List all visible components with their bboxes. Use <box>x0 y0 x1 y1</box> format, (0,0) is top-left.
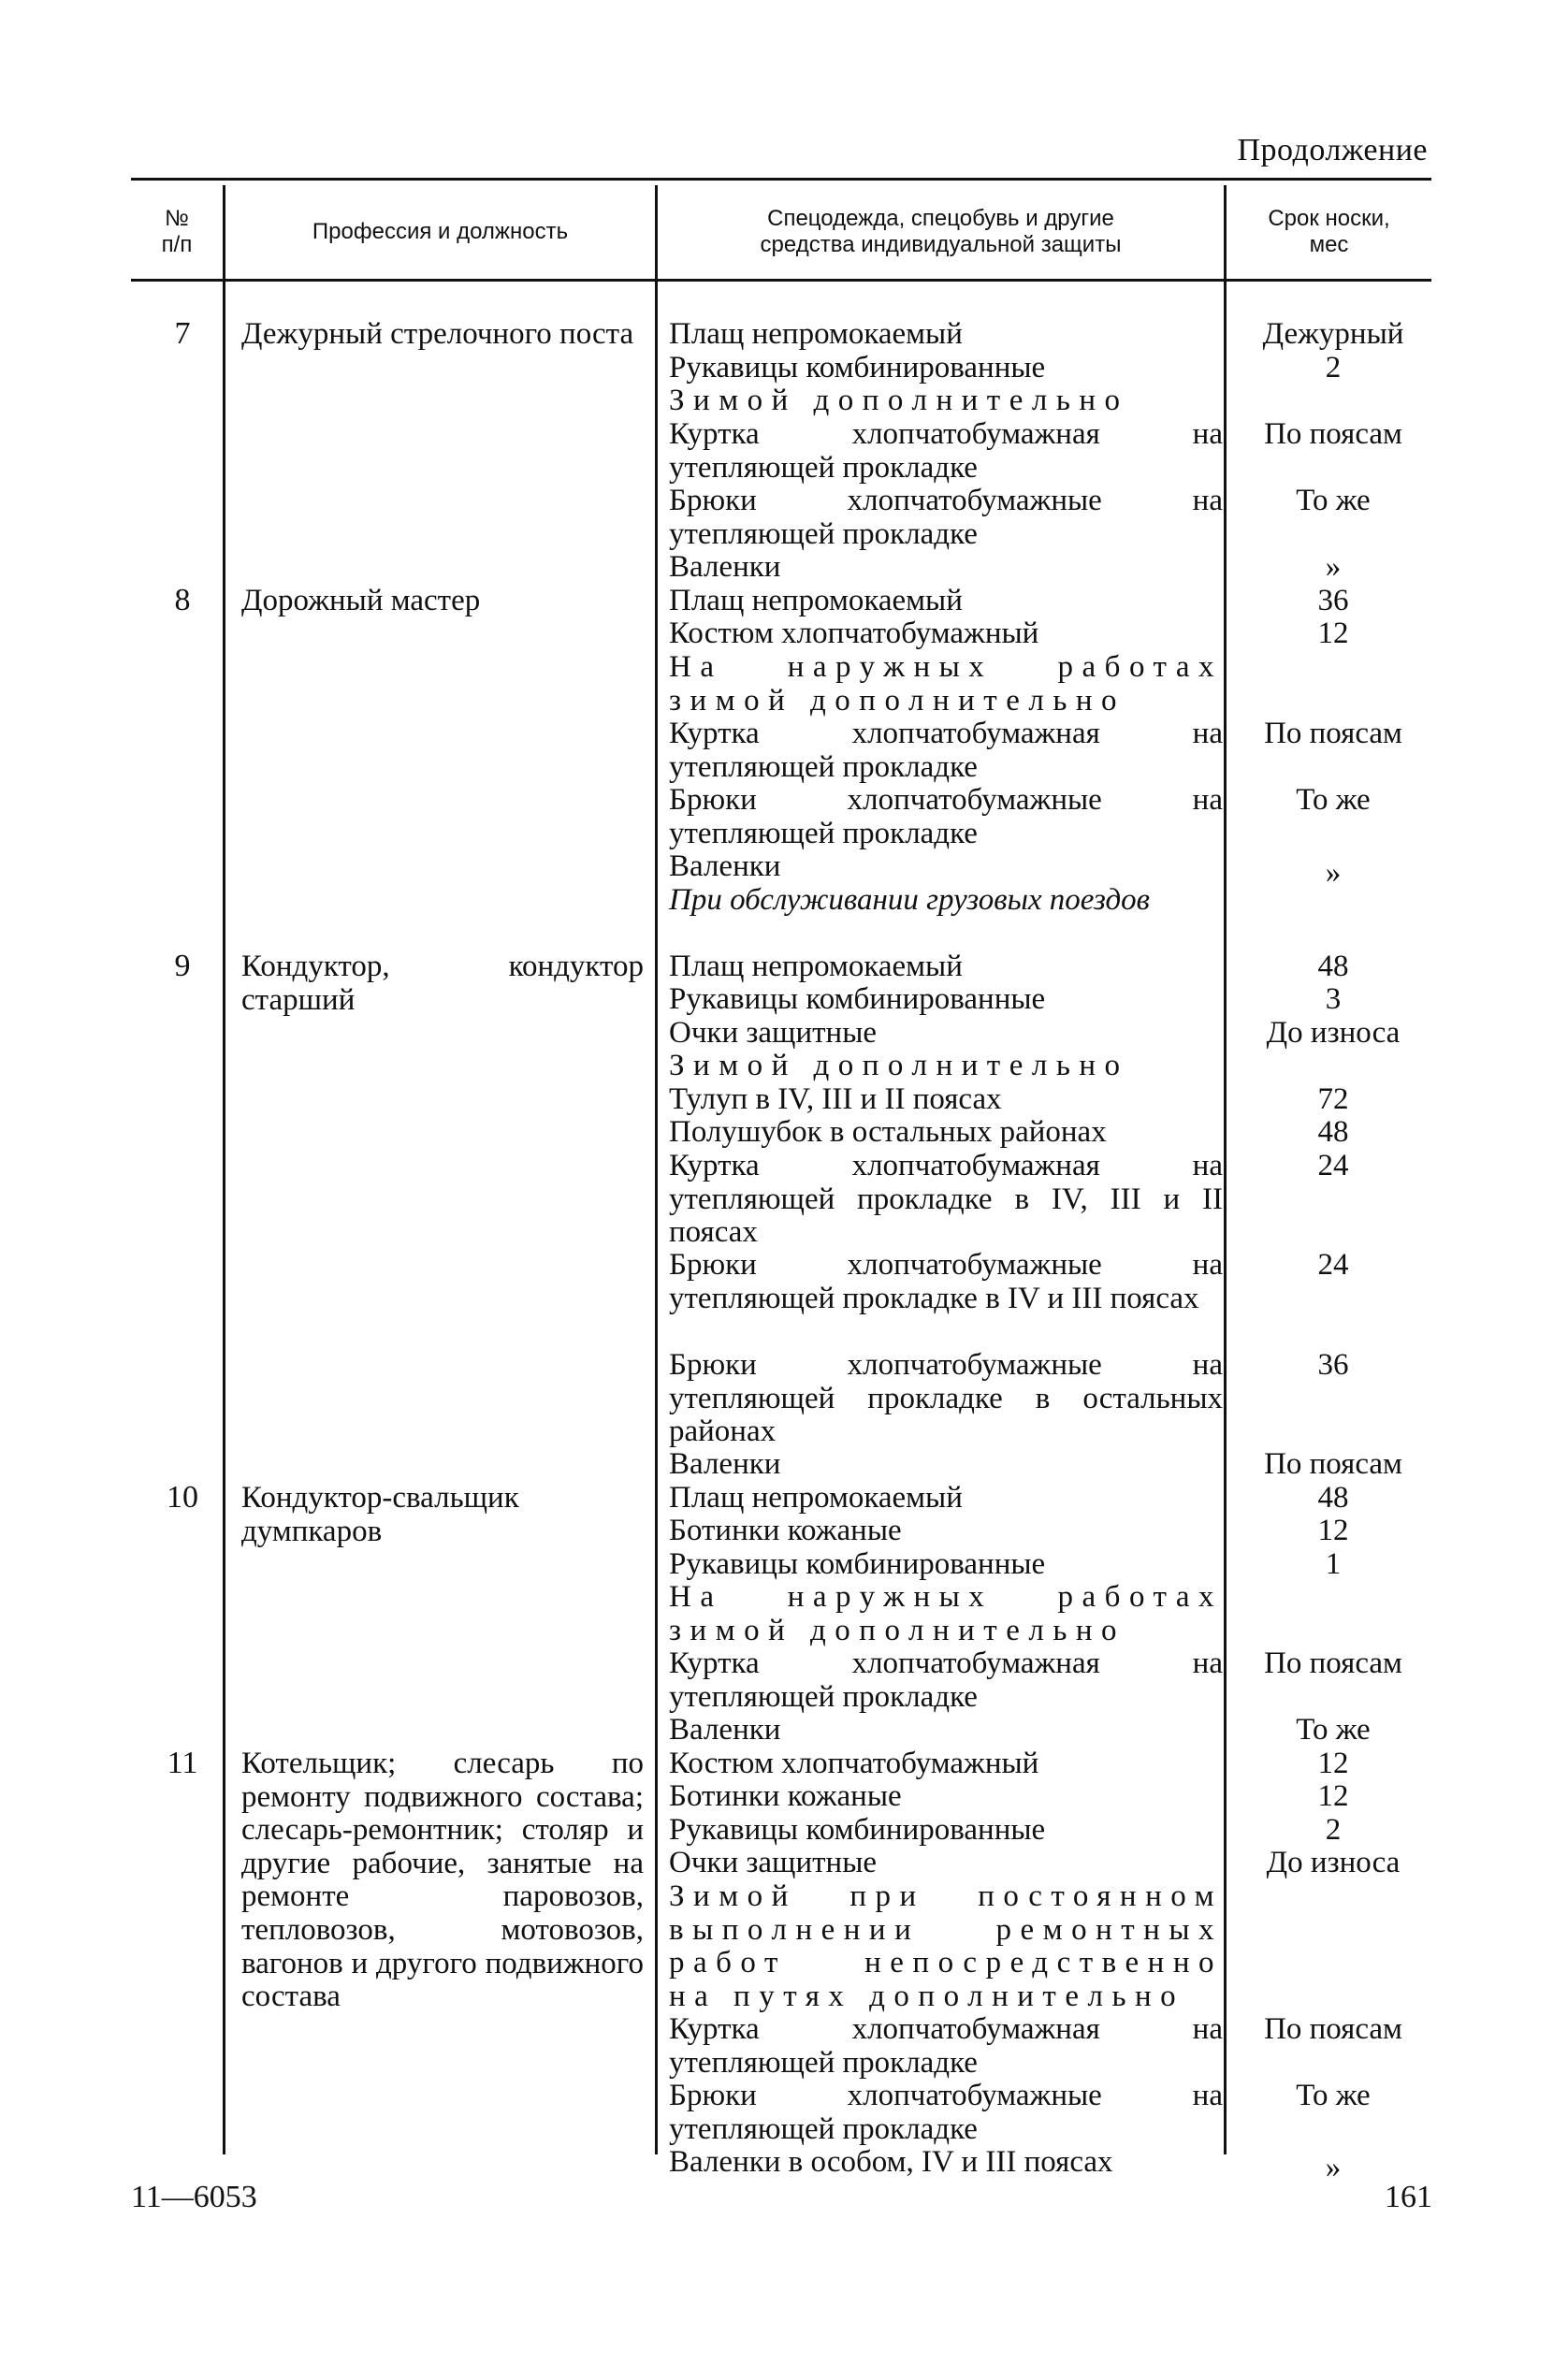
profession-cell <box>241 318 644 352</box>
term-cell: По поясам <box>1264 717 1402 750</box>
equipment-item <box>669 318 1223 352</box>
column-separator-3 <box>1224 185 1227 2154</box>
item-text: Валенки <box>669 1713 781 1747</box>
item-text: Плащ непромокаемый <box>669 950 963 983</box>
term-cell: То же <box>1296 484 1371 517</box>
term-cell: 12 <box>1317 616 1349 650</box>
profession-text: Котельщик; слесарь по ремонту подвижного состава; слесарь-ремонтник; столяр и другие рабочие, занятые на ремонте паровозов, тепловозов, мотовозов, вагонов и другого подвижного состава <box>241 1747 644 2014</box>
profession-text: Дорожный мастер <box>241 584 481 617</box>
equipment-item <box>669 352 1223 385</box>
term-cell: По поясам <box>1264 417 1402 451</box>
item-text: Рукавицы комбинированные <box>669 351 1046 384</box>
equipment-item <box>669 1515 1223 1548</box>
item-text: Очки защитные <box>669 1846 878 1879</box>
term-cell: 1 <box>1325 1547 1342 1581</box>
term-cell: 12 <box>1317 1747 1349 1780</box>
row-num: 11 <box>167 1746 198 1780</box>
equipment-item <box>669 1017 1223 1051</box>
term-cell: » <box>1325 550 1342 584</box>
item-text: Валенки <box>669 1447 781 1481</box>
item-text: На наружных работах зимой дополнительно <box>669 1580 1223 1647</box>
profession-text: Дежурный стрелочного поста <box>241 317 634 351</box>
equipment-item <box>669 418 1223 485</box>
item-text: Костюм хлопчатобумажный <box>669 1747 1039 1780</box>
term-cell: До износа <box>1266 1846 1401 1879</box>
item-text: Куртка хлопчатобумажная на утепляющей прокладке в IV, III и II поясах <box>669 1149 1223 1250</box>
term-cell: 3 <box>1325 982 1342 1016</box>
item-text: Брюки хлопчатобумажные на утепляющей прокладке в IV и III поясах <box>669 1248 1223 1315</box>
header-bottom-rule <box>131 279 1431 282</box>
equipment-item <box>669 1150 1223 1250</box>
term-cell: 2 <box>1325 1813 1342 1847</box>
item-text: Брюки хлопчатобумажные на утепляющей прокладке <box>669 783 1223 850</box>
equipment-subheading <box>669 1880 1223 2013</box>
term-cell: То же <box>1296 2079 1371 2112</box>
term-cell: По поясам <box>1264 1646 1402 1680</box>
item-text: Куртка хлопчатобумажная на утепляющей прокладке <box>669 717 1223 784</box>
equipment-subheading <box>669 1050 1223 1083</box>
item-text: Куртка хлопчатобумажная на утепляющей прокладке <box>669 417 1223 485</box>
equipment-item <box>669 1814 1223 1848</box>
item-text: Брюки хлопчатобумажные на утепляющей прокладке в остальных районах <box>669 1348 1223 1449</box>
item-text: Ботинки кожаные <box>669 1514 902 1547</box>
profession-cell <box>241 1748 644 2014</box>
row-num: 8 <box>174 583 191 617</box>
item-text: Рукавицы комбинированные <box>669 1547 1046 1581</box>
equipment-item <box>669 784 1223 850</box>
item-text: Полушубок в остальных районах <box>669 1115 1107 1149</box>
term-cell: Дежурный <box>1262 317 1404 351</box>
header-num: № п/п <box>161 205 193 257</box>
equipment-item <box>669 2080 1223 2146</box>
term-cell: 72 <box>1317 1082 1349 1116</box>
equipment-item <box>669 1780 1223 1814</box>
item-text: Рукавицы комбинированные <box>669 982 1046 1016</box>
profession-cell <box>241 950 644 1017</box>
equipment-item <box>669 1847 1223 1880</box>
equipment-item <box>669 1448 1223 1482</box>
item-text: Валенки в особом, IV и III поясах <box>669 2145 1113 2179</box>
term-cell: 36 <box>1317 1348 1349 1382</box>
header-equipment: Спецодежда, спецобувь и другие средства индивидуальной защиты <box>760 205 1122 257</box>
item-text: Зимой дополнительно <box>669 384 1129 417</box>
equipment-subheading <box>669 884 1223 918</box>
equipment-item <box>669 1714 1223 1748</box>
equipment-item <box>669 1249 1223 1315</box>
term-cell: » <box>1325 856 1342 890</box>
equipment-item <box>669 485 1223 551</box>
term-cell: То же <box>1296 783 1371 817</box>
term-cell: То же <box>1296 1713 1371 1747</box>
item-text: Валенки <box>669 849 781 883</box>
equipment-item <box>669 1647 1223 1714</box>
term-cell: 2 <box>1325 351 1342 384</box>
equipment-item <box>669 617 1223 651</box>
term-cell: 48 <box>1317 1115 1349 1149</box>
profession-cell <box>241 585 644 618</box>
term-cell: 12 <box>1317 1514 1349 1547</box>
printer-signature: 11—6053 <box>131 2180 257 2214</box>
page-number: 161 <box>1385 2180 1432 2214</box>
equipment-item <box>669 983 1223 1017</box>
equipment-item <box>669 1083 1223 1117</box>
item-text: Зимой при постоянном выполнении ремонтных работ непосредственно на путях дополнительно <box>669 1879 1223 2013</box>
term-cell: 48 <box>1317 1481 1349 1515</box>
header-term: Срок носки, мес <box>1268 205 1390 257</box>
equipment-item <box>669 950 1223 984</box>
equipment-item <box>669 1349 1223 1449</box>
item-text: При обслуживании грузовых поездов <box>669 883 1150 917</box>
equipment-subheading <box>669 1581 1223 1647</box>
item-text: Плащ непромокаемый <box>669 1481 963 1515</box>
item-text: Куртка хлопчатобумажная на утепляющей прокладке <box>669 2012 1223 2080</box>
item-text: Брюки хлопчатобумажные на утепляющей прокладке <box>669 2079 1223 2146</box>
equipment-item <box>669 1482 1223 1516</box>
item-text: Ботинки кожаные <box>669 1779 902 1813</box>
row-num: 9 <box>174 949 191 983</box>
item-text: Рукавицы комбинированные <box>669 1813 1046 1847</box>
equipment-item <box>669 2013 1223 2080</box>
term-cell: 48 <box>1317 950 1349 983</box>
term-cell: По поясам <box>1264 2012 1402 2046</box>
column-separator-1 <box>223 185 225 2154</box>
term-cell: » <box>1325 2151 1342 2184</box>
equipment-item <box>669 585 1223 618</box>
item-text: Плащ непромокаемый <box>669 317 963 351</box>
equipment-item <box>669 551 1223 585</box>
top-rule <box>131 178 1431 181</box>
item-text: Костюм хлопчатобумажный <box>669 616 1039 650</box>
term-cell: До износа <box>1266 1016 1401 1050</box>
profession-text: Кондуктор-свальщик думпкаров <box>241 1481 519 1548</box>
term-cell: 12 <box>1317 1779 1349 1813</box>
item-text: Очки защитные <box>669 1016 878 1050</box>
continuation-label: Продолжение <box>1237 133 1428 167</box>
equipment-subheading <box>669 384 1223 418</box>
column-separator-2 <box>655 185 658 2154</box>
equipment-item <box>669 1548 1223 1582</box>
equipment-subheading <box>669 651 1223 718</box>
header-profession: Профессия и должность <box>312 218 569 244</box>
item-text: Брюки хлопчатобумажные на утепляющей прокладке <box>669 484 1223 551</box>
item-text: Тулуп в IV, III и II поясах <box>669 1082 1002 1116</box>
equipment-item <box>669 1748 1223 1781</box>
row-num: 10 <box>167 1480 198 1515</box>
equipment-item <box>669 2146 1223 2180</box>
equipment-item <box>669 850 1223 884</box>
equipment-item <box>669 1116 1223 1150</box>
equipment-item <box>669 718 1223 784</box>
item-text: На наружных работах зимой дополнительно <box>669 650 1223 718</box>
item-text: Валенки <box>669 550 781 584</box>
profession-cell <box>241 1482 644 1548</box>
profession-text: Кондуктор, кондуктор старший <box>241 950 644 1017</box>
term-cell: По поясам <box>1264 1447 1402 1481</box>
item-text: Куртка хлопчатобумажная на утепляющей прокладке <box>669 1646 1223 1714</box>
item-text: Плащ непромокаемый <box>669 584 963 617</box>
row-num: 7 <box>174 316 191 351</box>
item-text: Зимой дополнительно <box>669 1049 1129 1082</box>
term-cell: 24 <box>1317 1149 1349 1182</box>
term-cell: 36 <box>1317 584 1349 617</box>
term-cell: 24 <box>1317 1248 1349 1282</box>
